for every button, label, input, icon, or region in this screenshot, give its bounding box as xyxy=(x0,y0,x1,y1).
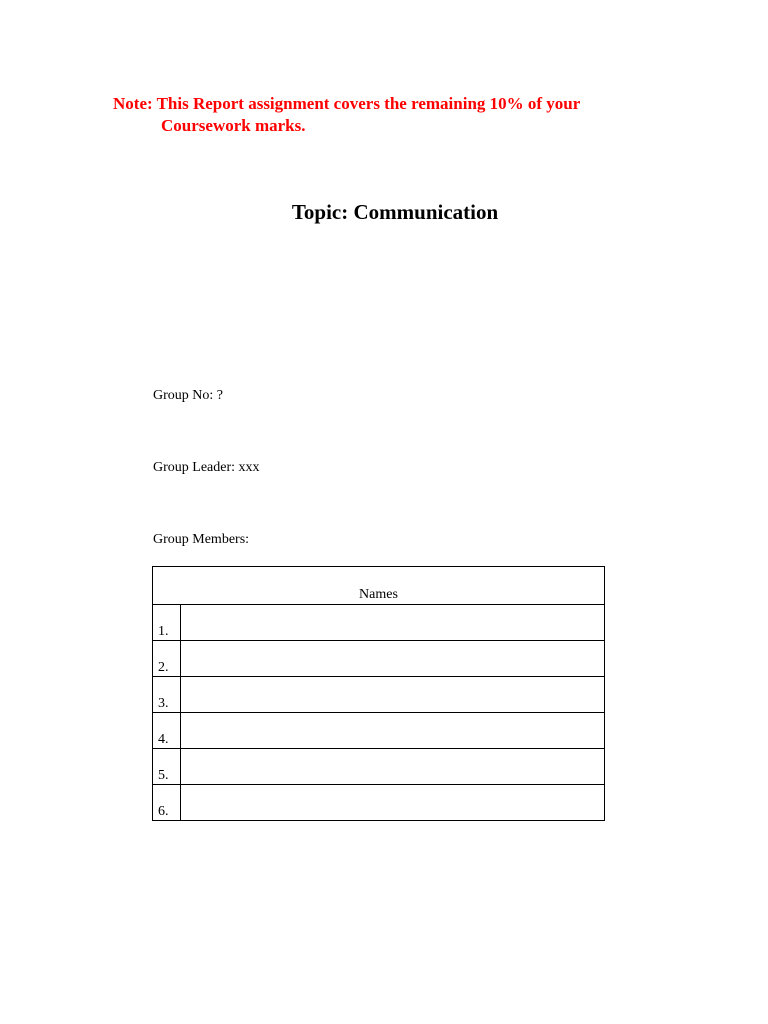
row-number: 1. xyxy=(153,605,181,641)
member-name-cell[interactable] xyxy=(180,605,604,641)
group-members-table xyxy=(152,566,605,821)
member-name-cell[interactable] xyxy=(180,713,604,749)
note-line-2: Coursework marks. xyxy=(161,116,306,135)
row-number: 2. xyxy=(153,641,181,677)
table-header-row xyxy=(153,567,605,605)
member-name-cell[interactable] xyxy=(180,677,604,713)
group-members-label: Group Members: xyxy=(153,532,250,547)
table-row xyxy=(153,749,605,785)
group-leader-label: Group Leader: xxx xyxy=(153,460,260,475)
table-row xyxy=(153,641,605,677)
table-row xyxy=(153,713,605,749)
topic-heading: Topic: Communication xyxy=(291,200,499,224)
table-row xyxy=(153,785,605,821)
names-header: Names xyxy=(153,567,605,605)
row-number: 4. xyxy=(153,713,181,749)
assignment-note xyxy=(113,93,633,137)
member-name-cell[interactable] xyxy=(180,749,604,785)
row-number: 3. xyxy=(153,677,181,713)
table-row xyxy=(153,605,605,641)
row-number: 5. xyxy=(153,749,181,785)
member-name-cell[interactable] xyxy=(180,641,604,677)
row-number: 6. xyxy=(153,785,181,821)
group-number-label: Group No: ? xyxy=(153,388,223,403)
note-line-1: Note: This Report assignment covers the remaining 10% of your xyxy=(113,94,581,113)
table-row xyxy=(153,677,605,713)
member-name-cell[interactable] xyxy=(180,785,604,821)
